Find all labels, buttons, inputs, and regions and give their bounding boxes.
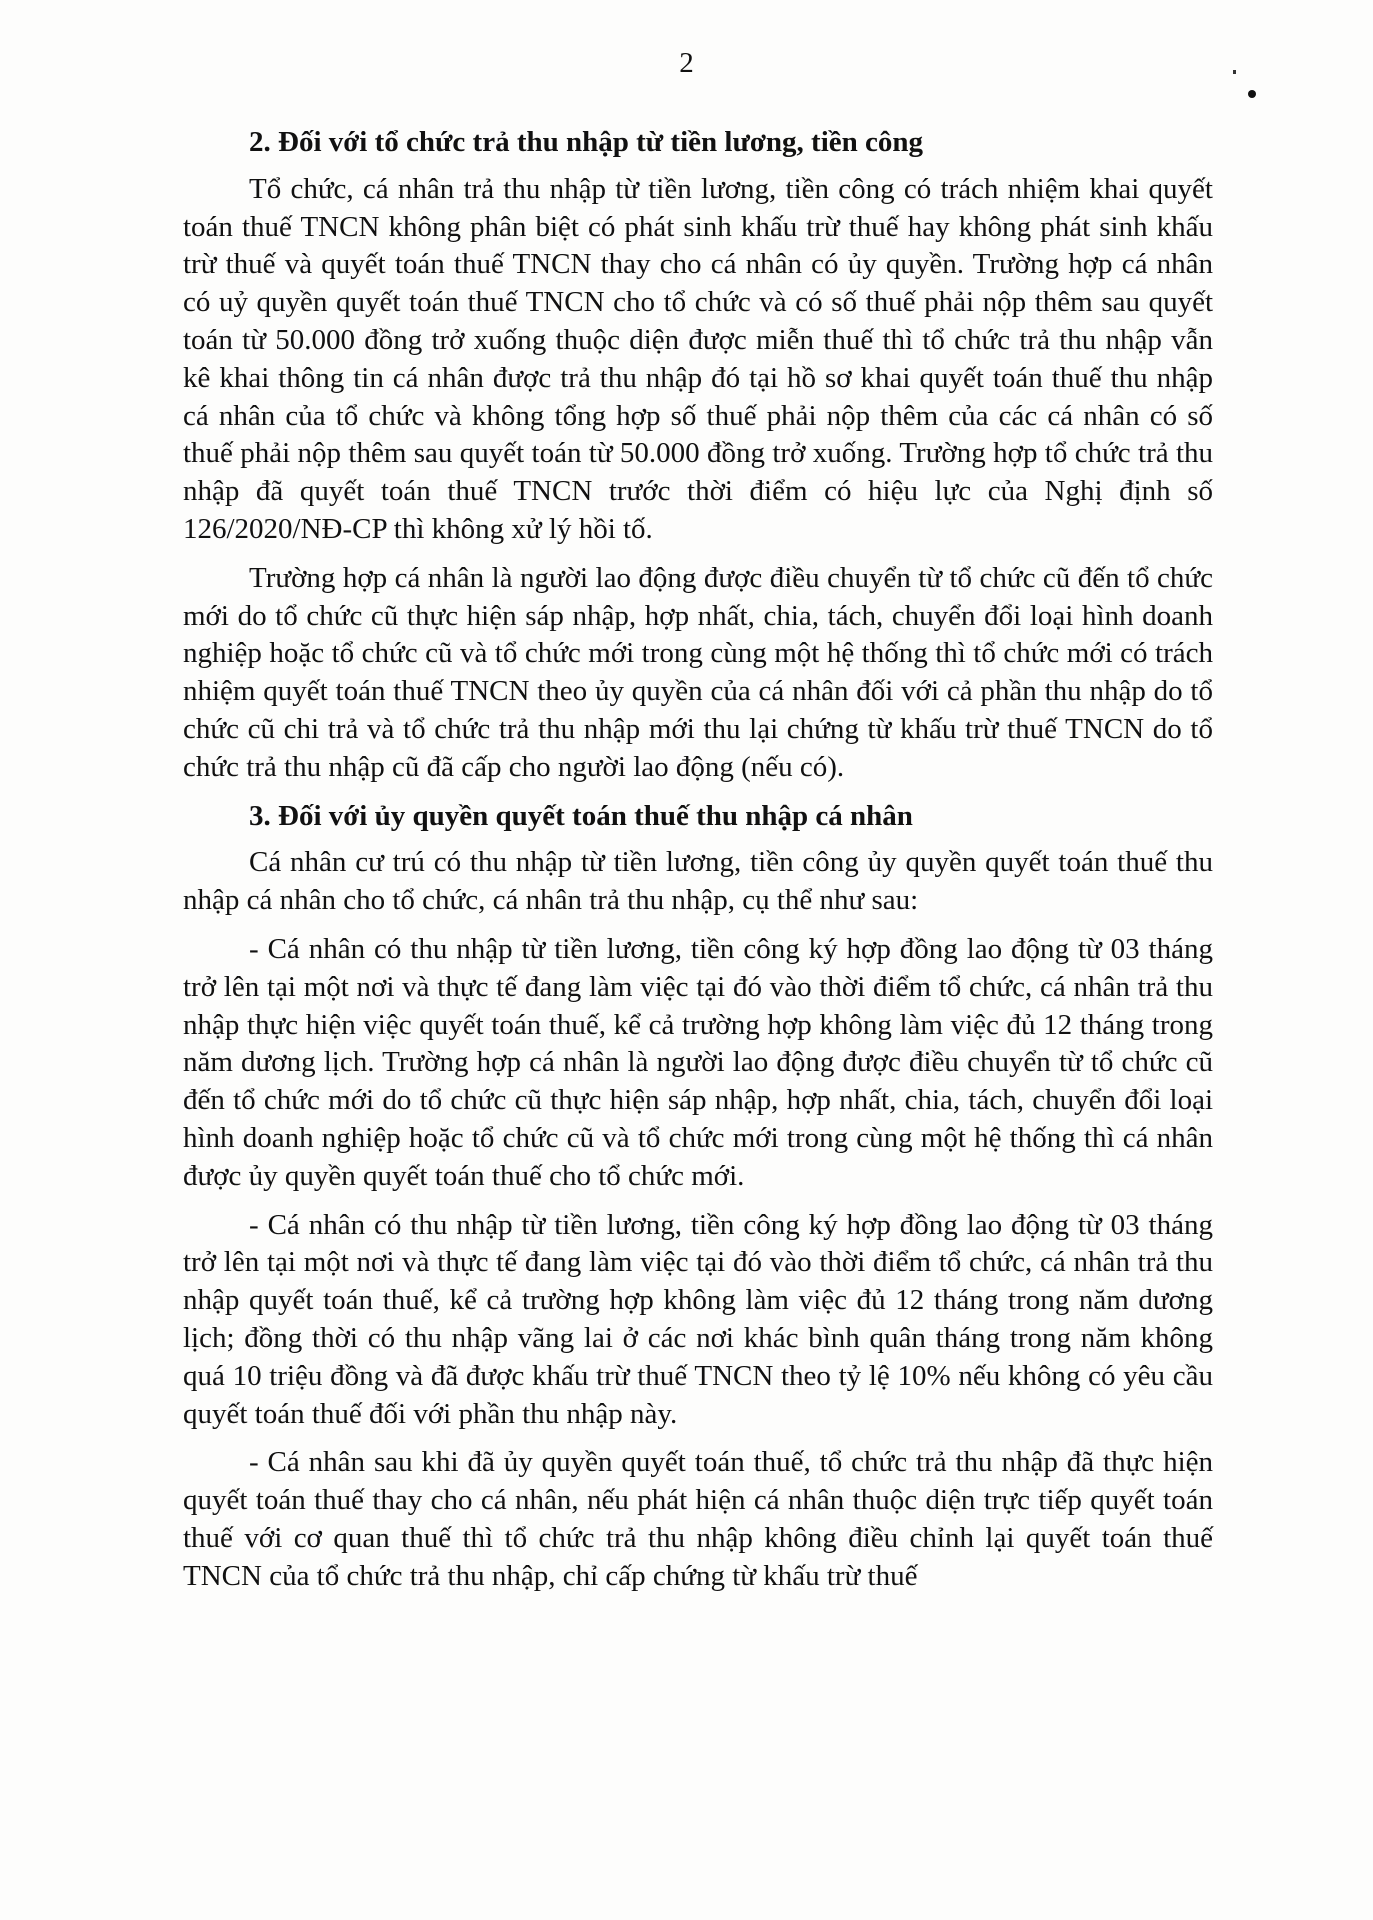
document-body bbox=[183, 124, 1213, 1606]
scan-speck bbox=[1248, 90, 1256, 98]
page-number: 2 bbox=[679, 47, 694, 79]
paragraph: Cá nhân cư trú có thu nhập từ tiền lương, tiền công ủy quyền quyết toán thuế thu nhập cá nhân cho tổ chức, cá nhân trả thu nhập, cụ thể như sau: bbox=[183, 846, 1213, 917]
paragraph: - Cá nhân sau khi đã ủy quyền quyết toán thuế, tổ chức trả thu nhập đã thực hiện quyết toán thuế thay cho cá nhân, nếu phát hiện cá nhân thuộc diện trực tiếp quyết toán thuế với cơ quan thuế thì tổ chức trả thu nhập không điều chỉnh lại quyết toán thuế TNCN của tổ chức trả thu nhập, chỉ cấp chứng từ khấu trừ thuế bbox=[183, 1446, 1213, 1592]
section-heading: 3. Đối với ủy quyền quyết toán thuế thu nhập cá nhân bbox=[249, 799, 913, 832]
paragraph: - Cá nhân có thu nhập từ tiền lương, tiền công ký hợp đồng lao động từ 03 tháng trở lên tại một nơi và thực tế đang làm việc tại đó vào thời điểm tổ chức, cá nhân trả thu nhập quyết toán thuế, kể cả trường hợp không làm việc đủ 12 tháng trong năm dương lịch; đồng thời có thu nhập vãng lai ở các nơi khác bình quân tháng trong năm không quá 10 triệu đồng và đã được khấu trừ thuế TNCN theo tỷ lệ 10% nếu không có yêu cầu quyết toán thuế đối với phần thu nhập này. bbox=[183, 1208, 1213, 1430]
section-heading: 2. Đối với tổ chức trả thu nhập từ tiền lương, tiền công bbox=[249, 126, 924, 158]
paragraph: Tổ chức, cá nhân trả thu nhập từ tiền lương, tiền công có trách nhiệm khai quyết toán thuế TNCN không phân biệt có phát sinh khấu trừ thuế hay không phát sinh khấu trừ thuế và quyết toán thuế TNCN thay cho cá nhân có ủy quyền. Trường hợp cá nhân có uỷ quyền quyết toán thuế TNCN cho tổ chức và có số thuế phải nộp thêm sau quyết toán từ 50.000 đồng trở xuống thuộc diện được miễn thuế thì tổ chức trả thu nhập vẫn kê khai thông tin cá nhân được trả thu nhập đó tại hồ sơ khai quyết toán thuế thu nhập cá nhân của tổ chức và không tổng hợp số thuế phải nộp thêm của các cá nhân có số thuế phải nộp thêm sau quyết toán từ 50.000 đồng trở xuống. Trường hợp tổ chức trả thu nhập đã quyết toán thuế TNCN trước thời điểm có hiệu lực của Nghị định số 126/2020/NĐ-CP thì không xử lý hồi tố. bbox=[183, 172, 1213, 545]
paragraph: - Cá nhân có thu nhập từ tiền lương, tiền công ký hợp đồng lao động từ 03 tháng trở lên tại một nơi và thực tế đang làm việc tại đó vào thời điểm tổ chức, cá nhân trả thu nhập thực hiện việc quyết toán thuế, kể cả trường hợp không làm việc đủ 12 tháng trong năm dương lịch. Trường hợp cá nhân là người lao động được điều chuyển từ tổ chức cũ đến tổ chức mới do tổ chức cũ thực hiện sáp nhập, hợp nhất, chia, tách, chuyển đổi loại hình doanh nghiệp hoặc tổ chức cũ và tổ chức mới trong cùng một hệ thống thì cá nhân được ủy quyền quyết toán thuế cho tổ chức mới. bbox=[183, 932, 1213, 1192]
scan-speck-small bbox=[1233, 70, 1236, 74]
paragraph: Trường hợp cá nhân là người lao động được điều chuyển từ tổ chức cũ đến tổ chức mới do tổ chức cũ thực hiện sáp nhập, hợp nhất, chia, tách, chuyển đổi loại hình doanh nghiệp hoặc tổ chức cũ và tổ chức mới trong cùng một hệ thống thì tổ chức mới có trách nhiệm quyết toán thuế TNCN theo ủy quyền của cá nhân đối với cả phần thu nhập do tổ chức cũ chi trả và tổ chức trả thu nhập mới thu lại chứng từ khấu trừ thuế TNCN do tổ chức trả thu nhập cũ đã cấp cho người lao động (nếu có). bbox=[183, 561, 1213, 783]
